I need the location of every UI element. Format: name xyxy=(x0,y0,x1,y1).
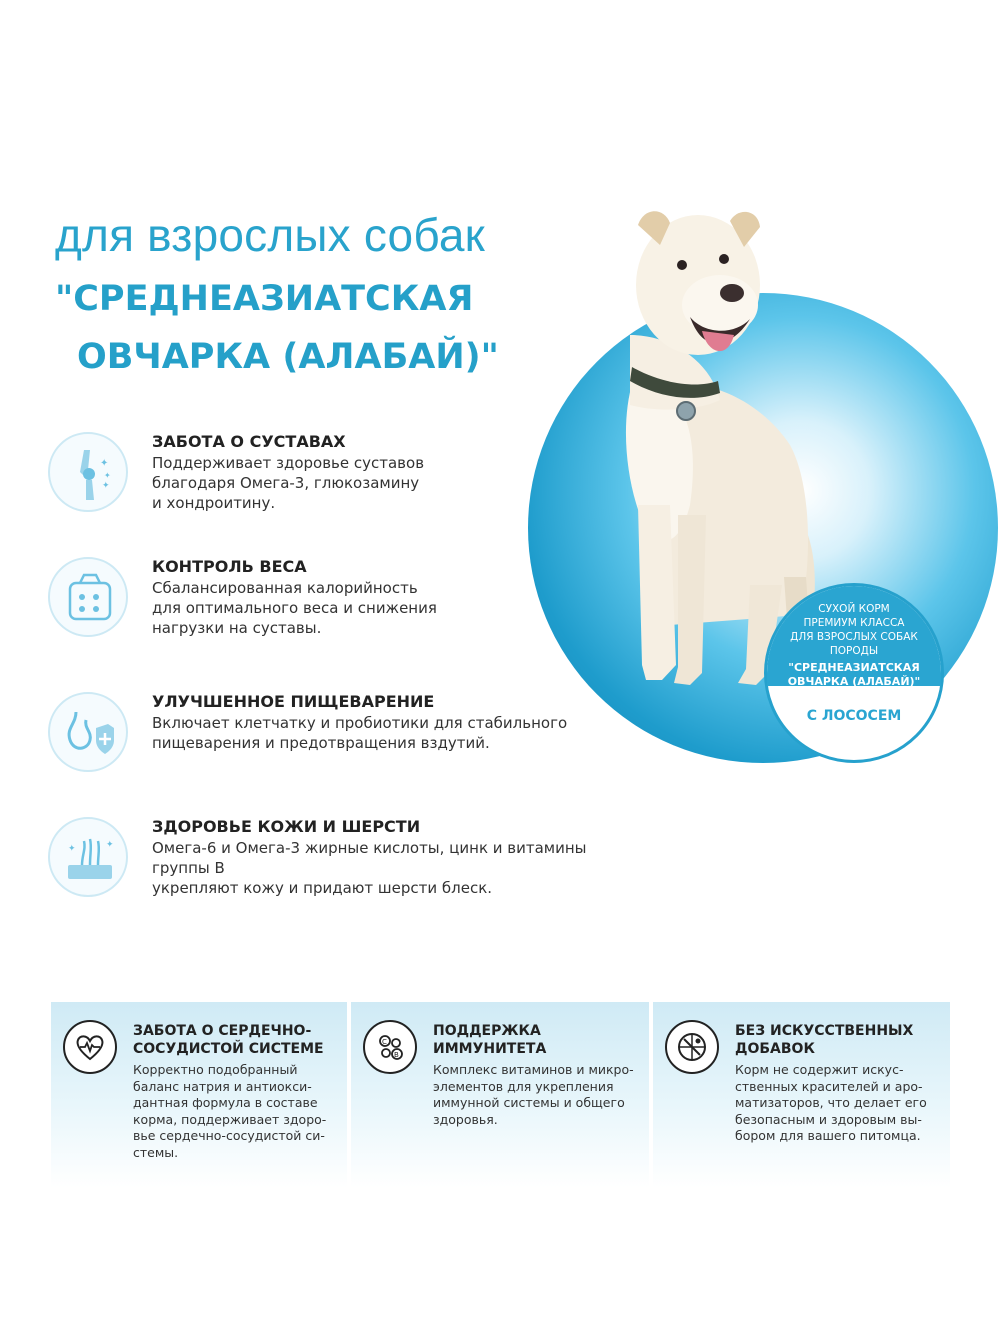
page-title xyxy=(55,270,499,386)
feature-line: нагрузки на суставы. xyxy=(152,619,322,637)
feature-line: Включает клетчатку и пробиотики для стабильного xyxy=(152,714,568,732)
immunity-molecules-icon xyxy=(363,1020,417,1074)
svg-text:B: B xyxy=(394,1051,399,1059)
badge-flavor: С ЛОСОСЕМ xyxy=(806,708,902,724)
panel-line: Комплекс витаминов и микро- xyxy=(433,1062,634,1077)
title-line-1: "СРЕДНЕАЗИАТСКАЯ xyxy=(55,279,474,319)
joint-knee-icon xyxy=(48,432,128,512)
panel-cardio xyxy=(51,1002,347,1188)
panel-title xyxy=(735,1022,955,1058)
panel-no-additives xyxy=(653,1002,950,1188)
panel-title xyxy=(133,1022,353,1058)
panel-line: безопасным и здоровым вы- xyxy=(735,1111,922,1127)
svg-text:✦: ✦ xyxy=(68,844,76,854)
panel-immunity xyxy=(351,1002,649,1188)
panel-line: иммунной системы и общего xyxy=(433,1095,625,1110)
panel-title xyxy=(433,1022,653,1058)
product-badge xyxy=(764,583,944,763)
title-line-2: ОВЧАРКА (АЛАБАЙ)" xyxy=(77,337,499,377)
feature-line: и хондроитину. xyxy=(152,494,276,512)
skin-coat-icon xyxy=(48,817,128,897)
panel-line: здоровья. xyxy=(433,1111,498,1127)
svg-text:✦: ✦ xyxy=(100,458,109,469)
feature-line: Сбалансированная калорийность xyxy=(152,579,418,597)
badge-breed-line: ОВЧАРКА (АЛАБАЙ)" xyxy=(787,675,921,688)
panel-title-line: БЕЗ ИСКУССТВЕННЫХ xyxy=(735,1023,914,1039)
panel-line: вье сердечно-сосудистой си- xyxy=(133,1128,325,1143)
panel-description xyxy=(133,1062,348,1161)
panel-description xyxy=(433,1062,648,1128)
heart-pulse-icon xyxy=(63,1020,117,1074)
feature-description xyxy=(152,578,622,638)
panel-line: дантная формула в составе xyxy=(133,1095,318,1110)
badge-line: СУХОЙ КОРМ xyxy=(818,603,890,615)
panel-title-line: ИММУНИТЕТА xyxy=(433,1041,547,1057)
panel-line: Корм не содержит искус- xyxy=(735,1062,904,1077)
feature-title: ЗАБОТА О СУСТАВАХ xyxy=(152,432,346,451)
feature-line: пищеварения и предотвращения вздутий. xyxy=(152,734,490,752)
badge-line: ДЛЯ ВЗРОСЛЫХ СОБАК xyxy=(790,631,918,643)
feature-description xyxy=(152,838,622,898)
feature-line: Омега-6 и Омега-3 жирные кислоты, цинк и витамины группы В xyxy=(152,839,587,877)
panel-line: Корректно подобранный xyxy=(133,1062,298,1077)
page-subtitle: для взрослых собак xyxy=(55,209,485,261)
weight-scale-icon xyxy=(48,557,128,637)
panel-description xyxy=(735,1062,950,1145)
badge-line: ПОРОДЫ xyxy=(829,645,879,657)
badge-line: ПРЕМИУМ КЛАССА xyxy=(803,617,905,629)
feature-title: УЛУЧШЕННОЕ ПИЩЕВАРЕНИЕ xyxy=(152,692,435,711)
feature-line: для оптимального веса и снижения xyxy=(152,599,437,617)
panel-title-line: ЗАБОТА О СЕРДЕЧНО- xyxy=(133,1023,312,1039)
panel-line: ственных красителей и аро- xyxy=(735,1078,923,1094)
panel-line: корма, поддерживает здоро- xyxy=(133,1111,327,1127)
stomach-shield-icon xyxy=(48,692,128,772)
panel-title-line: ПОДДЕРЖКА xyxy=(433,1023,541,1039)
panel-title-line: ДОБАВОК xyxy=(735,1041,815,1057)
panel-line: бором для вашего питомца. xyxy=(735,1128,921,1143)
no-additives-icon xyxy=(665,1020,719,1074)
feature-description xyxy=(152,453,622,513)
feature-title: КОНТРОЛЬ ВЕСА xyxy=(152,557,307,576)
panel-title-line: СОСУДИСТОЙ СИСТЕМЕ xyxy=(133,1041,324,1057)
feature-line: укрепляют кожу и придают шерсти блеск. xyxy=(152,879,493,897)
badge-breed xyxy=(771,661,937,689)
feature-line: Поддерживает здоровье суставов xyxy=(152,454,425,472)
feature-line: благодаря Омега-3, глюкозамину xyxy=(152,474,420,492)
svg-text:✦: ✦ xyxy=(106,840,114,850)
feature-title: ЗДОРОВЬЕ КОЖИ И ШЕРСТИ xyxy=(152,817,421,836)
panel-line: стемы. xyxy=(133,1144,179,1160)
svg-text:✦: ✦ xyxy=(102,481,110,491)
badge-description xyxy=(773,602,935,658)
panel-line: элементов для укрепления xyxy=(433,1078,614,1094)
feature-description xyxy=(152,713,622,753)
svg-text:✦: ✦ xyxy=(104,471,111,480)
badge-breed-line: "СРЕДНЕАЗИАТСКАЯ xyxy=(788,661,920,674)
panel-line: баланс натрия и антиокси- xyxy=(133,1078,312,1094)
panel-line: матизаторов, что делает его xyxy=(735,1095,927,1110)
svg-text:C: C xyxy=(382,1038,387,1046)
